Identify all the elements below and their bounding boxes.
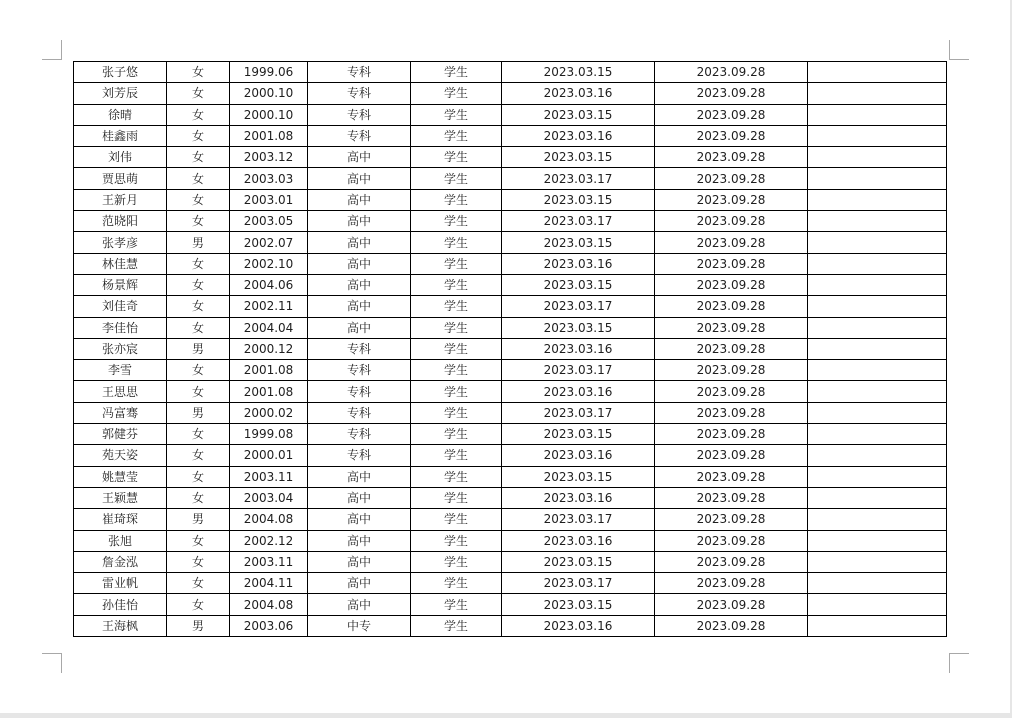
cell-start-date: 2023.03.16: [502, 615, 655, 636]
table-row: [74, 317, 947, 338]
cell-blank: [808, 62, 947, 83]
cell-education: 高中: [308, 317, 411, 338]
cell-name: 徐晴: [74, 104, 167, 125]
cell-name: 杨景辉: [74, 274, 167, 295]
cell-occupation: 学生: [411, 274, 502, 295]
cell-occupation: 学生: [411, 445, 502, 466]
cell-name: 王思思: [74, 381, 167, 402]
cell-end-date: 2023.09.28: [655, 424, 808, 445]
cell-start-date: 2023.03.15: [502, 424, 655, 445]
cell-education: 高中: [308, 509, 411, 530]
cell-occupation: 学生: [411, 530, 502, 551]
cell-start-date: 2023.03.17: [502, 211, 655, 232]
cell-occupation: 学生: [411, 211, 502, 232]
cell-start-date: 2023.03.17: [502, 509, 655, 530]
cell-education: 高中: [308, 296, 411, 317]
cell-start-date: 2023.03.15: [502, 147, 655, 168]
crop-mark-top-right: [949, 40, 969, 60]
cell-blank: [808, 615, 947, 636]
cell-start-date: 2023.03.16: [502, 253, 655, 274]
cell-end-date: 2023.09.28: [655, 487, 808, 508]
cell-education: 高中: [308, 487, 411, 508]
cell-start-date: 2023.03.17: [502, 573, 655, 594]
cell-end-date: 2023.09.28: [655, 381, 808, 402]
cell-end-date: 2023.09.28: [655, 573, 808, 594]
cell-blank: [808, 402, 947, 423]
cell-birth-date: 2002.07: [230, 232, 308, 253]
cell-end-date: 2023.09.28: [655, 317, 808, 338]
cell-end-date: 2023.09.28: [655, 360, 808, 381]
cell-gender: 男: [167, 338, 230, 359]
crop-mark-top-left: [42, 40, 62, 60]
cell-blank: [808, 573, 947, 594]
cell-education: 高中: [308, 232, 411, 253]
cell-start-date: 2023.03.15: [502, 189, 655, 210]
cell-occupation: 学生: [411, 104, 502, 125]
table-row: [74, 338, 947, 359]
cell-gender: 男: [167, 232, 230, 253]
cell-end-date: 2023.09.28: [655, 253, 808, 274]
table-row: [74, 466, 947, 487]
cell-education: 中专: [308, 615, 411, 636]
table-row: [74, 402, 947, 423]
cell-gender: 女: [167, 573, 230, 594]
cell-blank: [808, 381, 947, 402]
cell-education: 高中: [308, 147, 411, 168]
cell-occupation: 学生: [411, 466, 502, 487]
cell-name: 王颖慧: [74, 487, 167, 508]
cell-start-date: 2023.03.17: [502, 360, 655, 381]
roster-table: [73, 61, 947, 637]
cell-blank: [808, 147, 947, 168]
cell-occupation: 学生: [411, 360, 502, 381]
table-row: [74, 211, 947, 232]
cell-start-date: 2023.03.15: [502, 104, 655, 125]
cell-education: 高中: [308, 551, 411, 572]
cell-blank: [808, 487, 947, 508]
cell-blank: [808, 317, 947, 338]
cell-start-date: 2023.03.15: [502, 232, 655, 253]
cell-blank: [808, 360, 947, 381]
cell-start-date: 2023.03.17: [502, 296, 655, 317]
cell-name: 桂鑫雨: [74, 125, 167, 146]
cell-blank: [808, 424, 947, 445]
cell-end-date: 2023.09.28: [655, 83, 808, 104]
table-row: [74, 530, 947, 551]
cell-name: 范晓阳: [74, 211, 167, 232]
cell-occupation: 学生: [411, 147, 502, 168]
cell-birth-date: 2004.06: [230, 274, 308, 295]
cell-blank: [808, 168, 947, 189]
cell-birth-date: 2004.11: [230, 573, 308, 594]
cell-name: 刘伟: [74, 147, 167, 168]
cell-blank: [808, 104, 947, 125]
cell-occupation: 学生: [411, 551, 502, 572]
cell-end-date: 2023.09.28: [655, 551, 808, 572]
cell-name: 李雪: [74, 360, 167, 381]
cell-end-date: 2023.09.28: [655, 232, 808, 253]
cell-end-date: 2023.09.28: [655, 104, 808, 125]
cell-occupation: 学生: [411, 573, 502, 594]
cell-education: 高中: [308, 168, 411, 189]
cell-education: 高中: [308, 530, 411, 551]
cell-name: 雷业帆: [74, 573, 167, 594]
cell-occupation: 学生: [411, 189, 502, 210]
table-row: [74, 487, 947, 508]
cell-occupation: 学生: [411, 615, 502, 636]
cell-occupation: 学生: [411, 424, 502, 445]
cell-occupation: 学生: [411, 62, 502, 83]
cell-occupation: 学生: [411, 402, 502, 423]
table-row: [74, 274, 947, 295]
cell-education: 高中: [308, 253, 411, 274]
cell-start-date: 2023.03.15: [502, 274, 655, 295]
table-row: [74, 296, 947, 317]
cell-blank: [808, 296, 947, 317]
table-row: [74, 147, 947, 168]
table-row: [74, 573, 947, 594]
cell-birth-date: 2001.08: [230, 125, 308, 146]
cell-blank: [808, 338, 947, 359]
cell-education: 专科: [308, 424, 411, 445]
cell-education: 高中: [308, 274, 411, 295]
cell-name: 崔琦琛: [74, 509, 167, 530]
cell-name: 张孝彦: [74, 232, 167, 253]
cell-name: 詹金泓: [74, 551, 167, 572]
cell-name: 刘芳辰: [74, 83, 167, 104]
table-row: [74, 360, 947, 381]
roster-table-body: [74, 62, 947, 637]
cell-blank: [808, 189, 947, 210]
cell-end-date: 2023.09.28: [655, 509, 808, 530]
cell-gender: 女: [167, 466, 230, 487]
cell-blank: [808, 530, 947, 551]
cell-start-date: 2023.03.16: [502, 83, 655, 104]
cell-gender: 女: [167, 594, 230, 615]
cell-start-date: 2023.03.15: [502, 551, 655, 572]
cell-education: 专科: [308, 125, 411, 146]
table-row: [74, 168, 947, 189]
cell-gender: 女: [167, 147, 230, 168]
cell-birth-date: 2003.05: [230, 211, 308, 232]
cell-blank: [808, 466, 947, 487]
cell-gender: 女: [167, 296, 230, 317]
cell-birth-date: 2000.10: [230, 83, 308, 104]
cell-blank: [808, 83, 947, 104]
cell-end-date: 2023.09.28: [655, 530, 808, 551]
cell-birth-date: 2003.12: [230, 147, 308, 168]
cell-name: 张子悠: [74, 62, 167, 83]
cell-education: 专科: [308, 402, 411, 423]
cell-education: 高中: [308, 189, 411, 210]
crop-mark-bottom-right: [949, 653, 969, 673]
cell-gender: 男: [167, 509, 230, 530]
table-row: [74, 104, 947, 125]
cell-name: 苑天姿: [74, 445, 167, 466]
table-row: [74, 424, 947, 445]
cell-end-date: 2023.09.28: [655, 62, 808, 83]
table-row: [74, 189, 947, 210]
cell-gender: 女: [167, 551, 230, 572]
cell-name: 孙佳怡: [74, 594, 167, 615]
cell-birth-date: 2003.01: [230, 189, 308, 210]
cell-blank: [808, 211, 947, 232]
cell-gender: 女: [167, 189, 230, 210]
cell-occupation: 学生: [411, 381, 502, 402]
cell-end-date: 2023.09.28: [655, 147, 808, 168]
cell-name: 李佳怡: [74, 317, 167, 338]
cell-education: 专科: [308, 338, 411, 359]
cell-gender: 女: [167, 211, 230, 232]
cell-name: 冯富骞: [74, 402, 167, 423]
cell-gender: 女: [167, 381, 230, 402]
cell-birth-date: 2003.06: [230, 615, 308, 636]
cell-end-date: 2023.09.28: [655, 445, 808, 466]
cell-blank: [808, 232, 947, 253]
cell-education: 专科: [308, 62, 411, 83]
table-row: [74, 83, 947, 104]
cell-occupation: 学生: [411, 168, 502, 189]
cell-birth-date: 2004.08: [230, 594, 308, 615]
cell-occupation: 学生: [411, 317, 502, 338]
cell-end-date: 2023.09.28: [655, 296, 808, 317]
cell-start-date: 2023.03.15: [502, 466, 655, 487]
cell-gender: 女: [167, 104, 230, 125]
cell-gender: 女: [167, 168, 230, 189]
cell-blank: [808, 253, 947, 274]
cell-gender: 男: [167, 615, 230, 636]
cell-gender: 女: [167, 253, 230, 274]
cell-occupation: 学生: [411, 338, 502, 359]
cell-name: 张亦宸: [74, 338, 167, 359]
cell-name: 张旭: [74, 530, 167, 551]
cell-end-date: 2023.09.28: [655, 125, 808, 146]
table-row: [74, 594, 947, 615]
table-row: [74, 445, 947, 466]
cell-education: 专科: [308, 83, 411, 104]
table-row: [74, 509, 947, 530]
cell-education: 专科: [308, 381, 411, 402]
cell-gender: 女: [167, 424, 230, 445]
cell-start-date: 2023.03.16: [502, 338, 655, 359]
cell-blank: [808, 274, 947, 295]
cell-occupation: 学生: [411, 253, 502, 274]
cell-start-date: 2023.03.16: [502, 445, 655, 466]
cell-name: 林佳慧: [74, 253, 167, 274]
cell-birth-date: 2003.11: [230, 551, 308, 572]
cell-gender: 女: [167, 83, 230, 104]
cell-end-date: 2023.09.28: [655, 402, 808, 423]
cell-name: 王海枫: [74, 615, 167, 636]
cell-name: 刘佳奇: [74, 296, 167, 317]
cell-start-date: 2023.03.16: [502, 487, 655, 508]
cell-blank: [808, 509, 947, 530]
cell-blank: [808, 445, 947, 466]
cell-education: 高中: [308, 211, 411, 232]
cell-occupation: 学生: [411, 594, 502, 615]
cell-birth-date: 2002.10: [230, 253, 308, 274]
cell-birth-date: 2002.11: [230, 296, 308, 317]
cell-end-date: 2023.09.28: [655, 274, 808, 295]
cell-end-date: 2023.09.28: [655, 615, 808, 636]
cell-occupation: 学生: [411, 83, 502, 104]
cell-gender: 女: [167, 445, 230, 466]
cell-education: 专科: [308, 104, 411, 125]
cell-education: 专科: [308, 445, 411, 466]
cell-gender: 女: [167, 487, 230, 508]
cell-start-date: 2023.03.15: [502, 317, 655, 338]
table-row: [74, 381, 947, 402]
table-row: [74, 253, 947, 274]
table-row: [74, 62, 947, 83]
cell-blank: [808, 125, 947, 146]
cell-education: 高中: [308, 573, 411, 594]
cell-end-date: 2023.09.28: [655, 189, 808, 210]
cell-start-date: 2023.03.15: [502, 594, 655, 615]
cell-gender: 男: [167, 402, 230, 423]
cell-birth-date: 2004.04: [230, 317, 308, 338]
cell-birth-date: 2000.12: [230, 338, 308, 359]
cell-start-date: 2023.03.16: [502, 530, 655, 551]
cell-end-date: 2023.09.28: [655, 338, 808, 359]
cell-birth-date: 2000.10: [230, 104, 308, 125]
cell-birth-date: 2003.04: [230, 487, 308, 508]
cell-start-date: 2023.03.17: [502, 168, 655, 189]
cell-gender: 女: [167, 317, 230, 338]
cell-birth-date: 2000.02: [230, 402, 308, 423]
cell-birth-date: 2002.12: [230, 530, 308, 551]
cell-name: 郭健芬: [74, 424, 167, 445]
cell-start-date: 2023.03.16: [502, 381, 655, 402]
cell-blank: [808, 594, 947, 615]
cell-gender: 女: [167, 125, 230, 146]
cell-occupation: 学生: [411, 125, 502, 146]
cell-occupation: 学生: [411, 296, 502, 317]
cell-end-date: 2023.09.28: [655, 211, 808, 232]
cell-gender: 女: [167, 62, 230, 83]
cell-gender: 女: [167, 530, 230, 551]
cell-end-date: 2023.09.28: [655, 594, 808, 615]
cell-start-date: 2023.03.15: [502, 62, 655, 83]
cell-gender: 女: [167, 274, 230, 295]
table-row: [74, 615, 947, 636]
cell-occupation: 学生: [411, 232, 502, 253]
cell-birth-date: 2003.11: [230, 466, 308, 487]
cell-birth-date: 2001.08: [230, 381, 308, 402]
cell-birth-date: 2004.08: [230, 509, 308, 530]
table-row: [74, 232, 947, 253]
cell-occupation: 学生: [411, 509, 502, 530]
table-row: [74, 551, 947, 572]
cell-education: 高中: [308, 466, 411, 487]
cell-birth-date: 1999.08: [230, 424, 308, 445]
cell-name: 姚慧莹: [74, 466, 167, 487]
cell-end-date: 2023.09.28: [655, 168, 808, 189]
cell-birth-date: 2003.03: [230, 168, 308, 189]
cell-occupation: 学生: [411, 487, 502, 508]
cell-end-date: 2023.09.28: [655, 466, 808, 487]
cell-blank: [808, 551, 947, 572]
cell-name: 贾思萌: [74, 168, 167, 189]
table-row: [74, 125, 947, 146]
cell-birth-date: 2001.08: [230, 360, 308, 381]
cell-start-date: 2023.03.16: [502, 125, 655, 146]
crop-mark-bottom-left: [42, 653, 62, 673]
workspace-background: [0, 713, 1012, 718]
cell-birth-date: 2000.01: [230, 445, 308, 466]
cell-name: 王新月: [74, 189, 167, 210]
cell-birth-date: 1999.06: [230, 62, 308, 83]
cell-education: 专科: [308, 360, 411, 381]
cell-education: 高中: [308, 594, 411, 615]
cell-start-date: 2023.03.17: [502, 402, 655, 423]
cell-gender: 女: [167, 360, 230, 381]
